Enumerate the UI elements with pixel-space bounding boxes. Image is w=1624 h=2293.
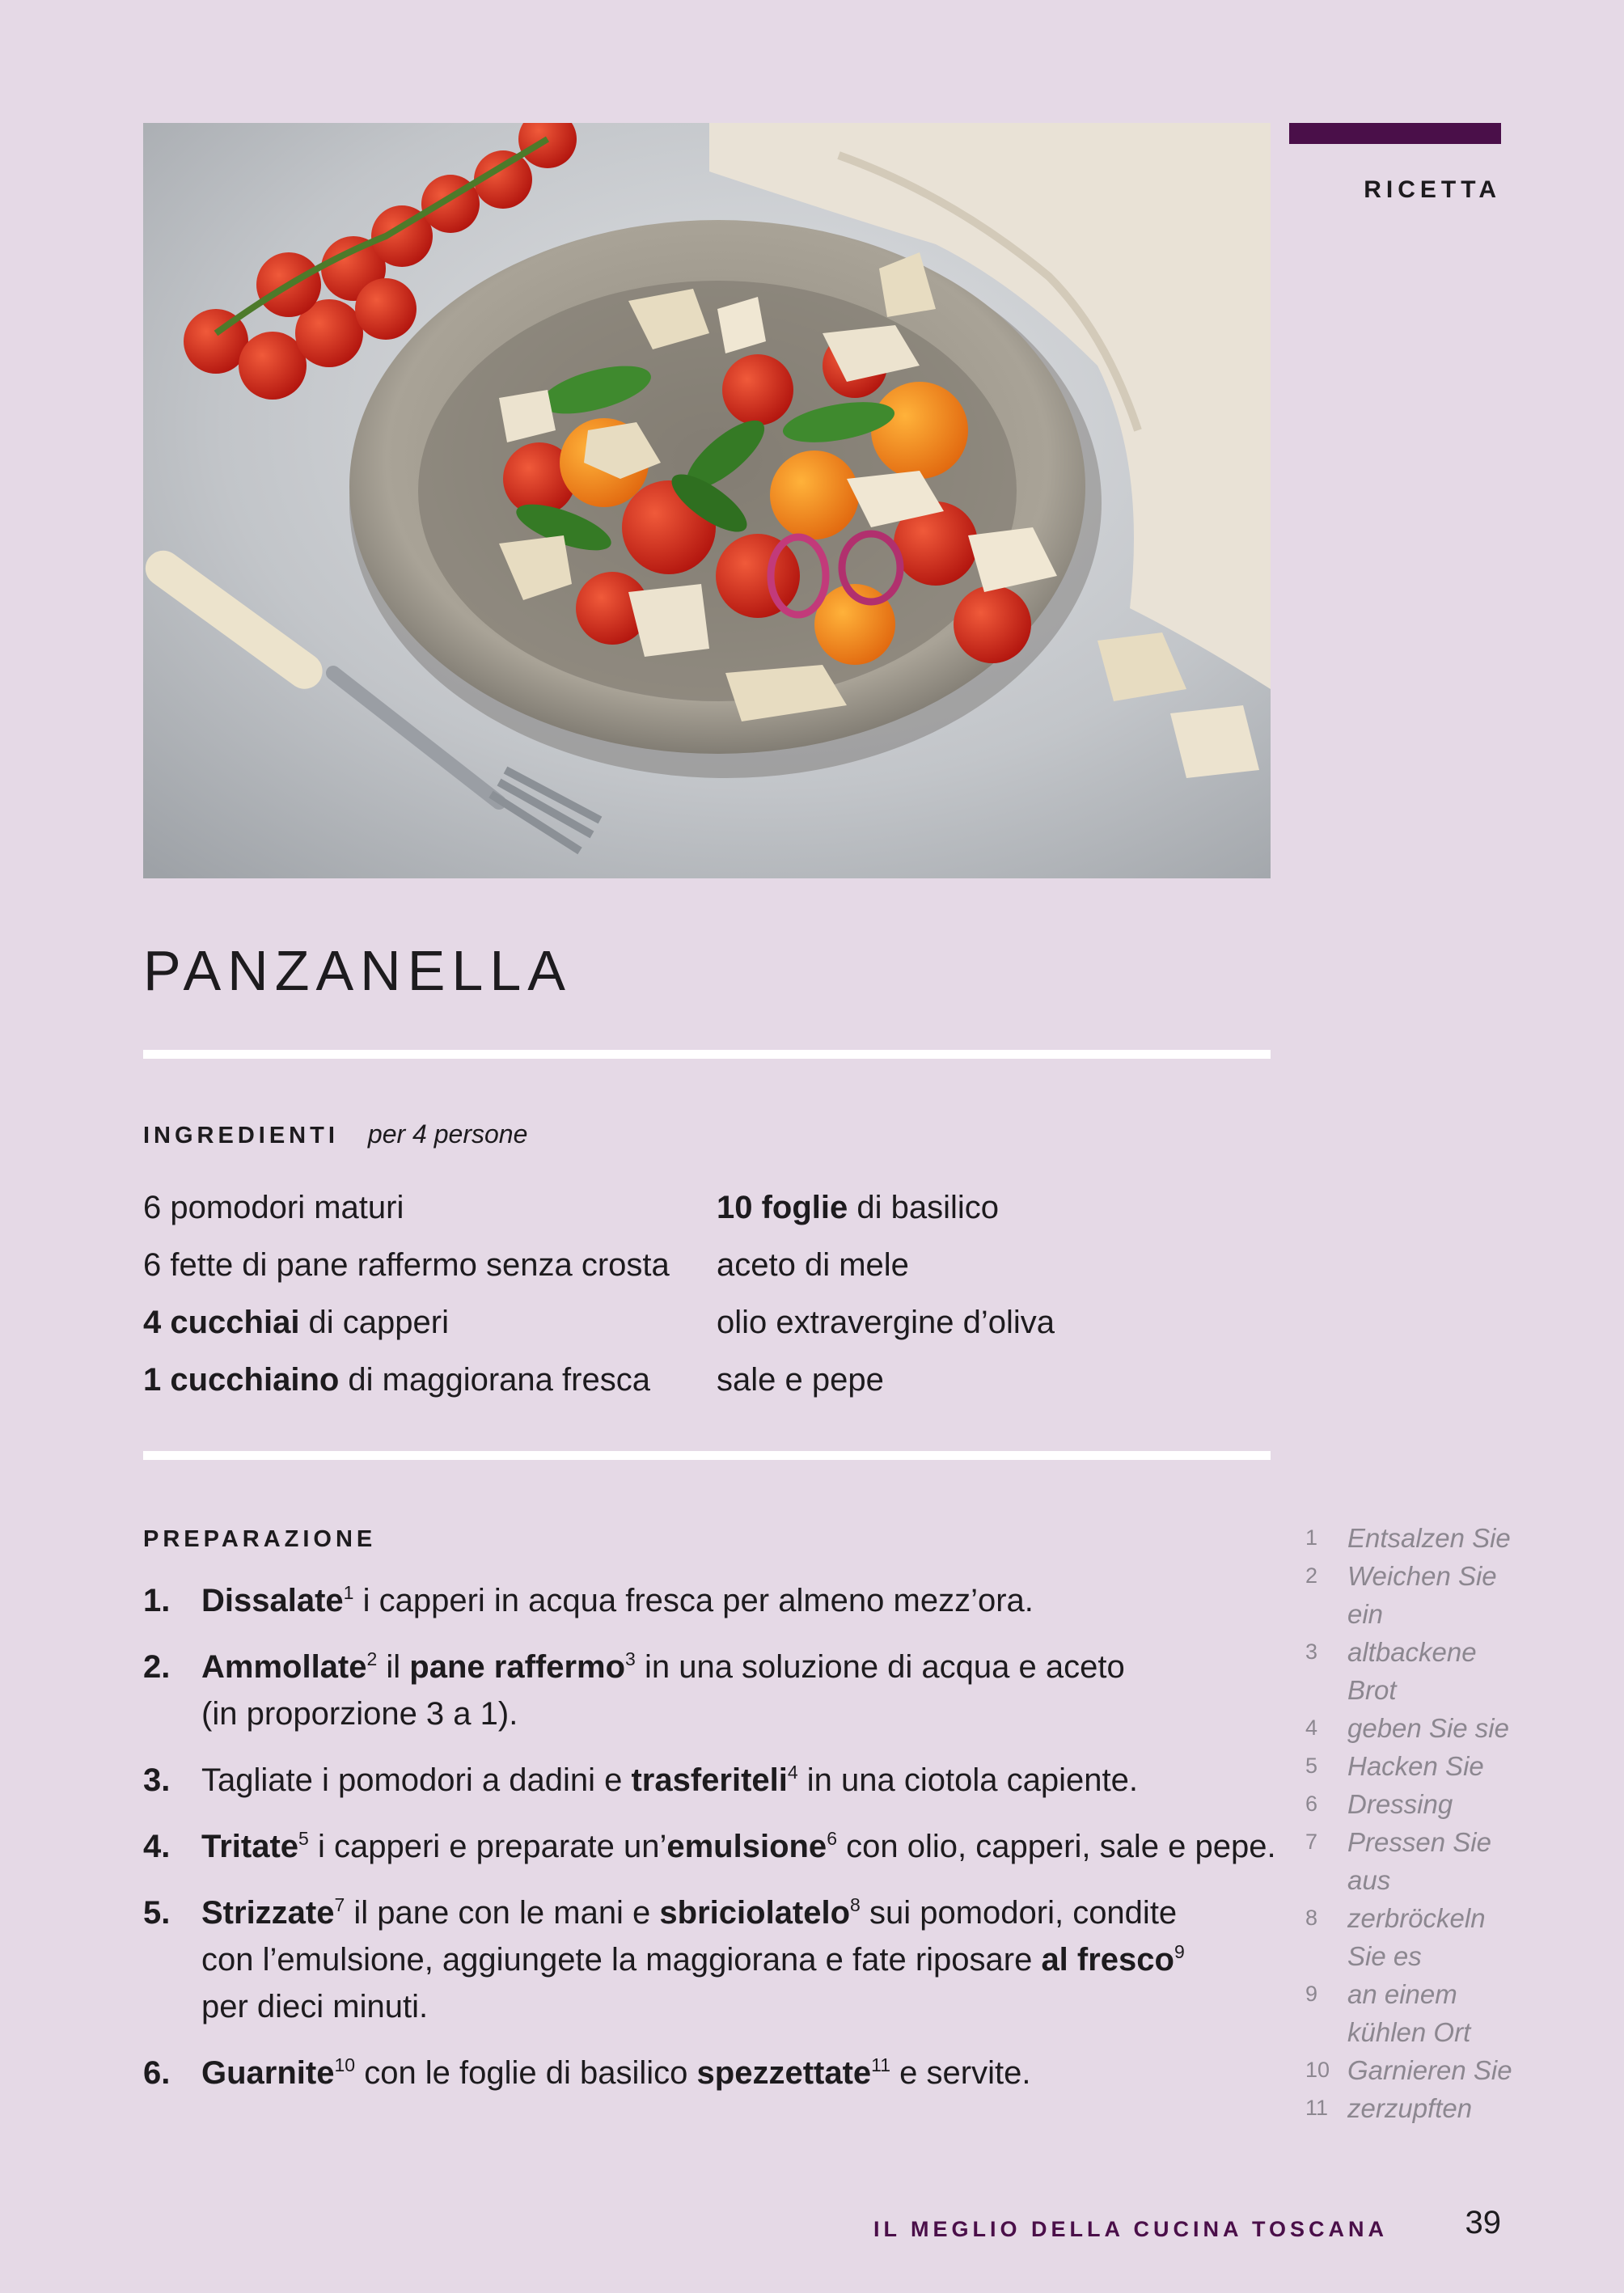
ingredient-item <box>143 1179 670 1237</box>
ingredient-item <box>717 1179 1055 1237</box>
divider <box>143 1050 1271 1059</box>
recipe-photo <box>143 123 1271 878</box>
glossary-number: 5 <box>1305 1754 1318 1778</box>
serving-size: per 4 persone <box>367 1119 528 1149</box>
ingredient-item <box>143 1237 670 1294</box>
step-fragment: con l’emulsione, aggiungete la maggiorana e fate riposare <box>201 1942 1042 1978</box>
footnote-ref: 11 <box>871 2054 891 2075</box>
step-number: 1. <box>143 1583 171 1618</box>
step-keyword: emulsione <box>666 1829 827 1864</box>
glossary-item <box>1305 1975 1517 2051</box>
step-fragment: il pane con le mani e <box>345 1895 660 1931</box>
footnote-ref: 4 <box>787 1762 798 1783</box>
step-keyword: sbriciolatelo <box>659 1895 851 1931</box>
glossary-item <box>1305 1747 1517 1785</box>
glossary-item <box>1305 2089 1517 2127</box>
ingredient-item <box>717 1237 1055 1294</box>
ingredient-item <box>717 1294 1055 1352</box>
step-number: 4. <box>143 1829 171 1864</box>
glossary-item <box>1305 1557 1517 1633</box>
section-label: RICETTA <box>1364 176 1501 203</box>
glossary-number: 7 <box>1305 1830 1318 1854</box>
glossary-item <box>1305 1633 1517 1709</box>
accent-bar <box>1289 123 1501 144</box>
ingredients-list-right <box>717 1179 1055 1409</box>
step-item <box>143 1644 1292 1737</box>
footnote-ref: 5 <box>298 1828 309 1849</box>
step-verb: Guarnite <box>201 2055 335 2091</box>
book-title: IL MEGLIO DELLA CUCINA TOSCANA <box>873 2217 1388 2241</box>
ingredient-text: fette di pane raffermo senza crosta <box>161 1247 670 1283</box>
step-text <box>201 2050 1030 2096</box>
step-fragment: sui pomodori, condite <box>860 1895 1178 1931</box>
page-number: 39 <box>1465 2205 1501 2240</box>
step-fragment: in una soluzione di acqua e aceto <box>635 1649 1125 1685</box>
step-item <box>143 1577 1292 1624</box>
glossary-term: zerbröckeln Sie es <box>1347 1903 1486 1971</box>
step-verb: Dissalate <box>201 1583 344 1618</box>
ingredient-qty: 6 <box>143 1247 162 1283</box>
step-text <box>201 1644 1125 1737</box>
step-fragment: con olio, capperi, sale e pepe. <box>836 1829 1276 1864</box>
panzanella-illustration <box>143 123 1271 878</box>
divider <box>143 1451 1271 1460</box>
footnote-ref: 6 <box>827 1828 837 1849</box>
glossary-term: altbackene Brot <box>1347 1637 1477 1705</box>
step-verb: Ammollate <box>201 1649 367 1685</box>
footnote-ref: 1 <box>343 1582 354 1603</box>
ingredient-text: di basilico <box>848 1190 1000 1225</box>
ingredients-header <box>143 1119 527 1149</box>
step-number: 6. <box>143 2055 171 2091</box>
glossary-term: Entsalzen Sie <box>1347 1523 1511 1553</box>
step-text <box>201 1823 1276 1870</box>
ingredient-item <box>143 1294 670 1352</box>
glossary-number: 2 <box>1305 1563 1318 1588</box>
step-number: 3. <box>143 1762 171 1798</box>
footnote-ref: 7 <box>334 1894 345 1915</box>
step-text <box>201 1757 1138 1804</box>
preparation-label: PREPARAZIONE <box>143 1526 377 1552</box>
step-number: 2. <box>143 1649 171 1685</box>
ingredient-text: sale e pepe <box>717 1362 884 1398</box>
ingredient-qty: 10 foglie <box>717 1190 848 1225</box>
step-text <box>201 1889 1185 2030</box>
glossary-number: 10 <box>1305 2058 1330 2082</box>
glossary-term: zerzupften <box>1347 2093 1473 2123</box>
step-keyword: trasferiteli <box>631 1762 788 1798</box>
step-fragment: (in proporzione 3 a 1). <box>201 1696 518 1732</box>
glossary-item <box>1305 2051 1517 2089</box>
step-verb: Tritate <box>201 1829 299 1864</box>
ingredients-label: INGREDIENTI <box>143 1123 339 1149</box>
ingredient-text: olio extravergine d’oliva <box>717 1305 1055 1340</box>
ingredients-list-left <box>143 1179 670 1409</box>
ingredient-item <box>717 1352 1055 1409</box>
ingredient-qty: 1 cucchiaino <box>143 1362 340 1398</box>
footnote-ref: 10 <box>334 2054 356 2075</box>
ingredient-item <box>143 1352 670 1409</box>
footnote-ref: 8 <box>850 1894 861 1915</box>
step-fragment: i capperi e preparate un’ <box>308 1829 667 1864</box>
preparation-steps <box>143 1577 1292 2116</box>
step-item <box>143 1757 1292 1804</box>
footnote-ref: 3 <box>625 1648 636 1669</box>
step-fragment: il <box>377 1649 410 1685</box>
step-fragment: con le foglie di basilico <box>355 2055 697 2091</box>
glossary-term: Weichen Sie ein <box>1347 1561 1497 1629</box>
glossary-term: geben Sie sie <box>1347 1713 1509 1743</box>
glossary-term: Pressen Sie aus <box>1347 1827 1491 1895</box>
glossary-item <box>1305 1823 1517 1899</box>
ingredient-text: di capperi <box>299 1305 449 1340</box>
glossary-number: 3 <box>1305 1639 1318 1664</box>
step-fragment: Tagliate i pomodori a dadini e <box>201 1762 632 1798</box>
glossary-term: Dressing <box>1347 1789 1453 1819</box>
step-number: 5. <box>143 1895 171 1931</box>
step-fragment: per dieci minuti. <box>201 1989 429 2024</box>
step-keyword: pane raffermo <box>409 1649 626 1685</box>
ingredient-text: aceto di mele <box>717 1247 909 1283</box>
step-fragment: in una ciotola capiente. <box>797 1762 1138 1798</box>
step-item <box>143 1823 1292 1870</box>
glossary-number: 8 <box>1305 1906 1318 1930</box>
glossary-number: 6 <box>1305 1792 1318 1816</box>
glossary-number: 9 <box>1305 1982 1318 2006</box>
ingredient-text: pomodori maturi <box>161 1190 404 1225</box>
glossary-item <box>1305 1899 1517 1975</box>
footnote-ref: 2 <box>366 1648 378 1669</box>
glossary-item <box>1305 1709 1517 1747</box>
recipe-title: PANZANELLA <box>143 939 572 1002</box>
glossary-term: Hacken Sie <box>1347 1751 1484 1781</box>
step-verb: Strizzate <box>201 1895 335 1931</box>
step-fragment: i capperi in acqua fresca per almeno mezz’ora. <box>353 1583 1034 1618</box>
glossary <box>1305 1519 1517 2127</box>
step-keyword: spezzettate <box>696 2055 872 2091</box>
glossary-term: Garnieren Sie <box>1347 2055 1512 2085</box>
footnote-ref: 9 <box>1174 1941 1185 1962</box>
glossary-term: an einem kühlen Ort <box>1347 1979 1471 2047</box>
ingredient-text: di maggiorana fresca <box>339 1362 650 1398</box>
step-fragment: e servite. <box>890 2055 1031 2091</box>
glossary-item <box>1305 1785 1517 1823</box>
glossary-item <box>1305 1519 1517 1557</box>
ingredient-qty: 6 <box>143 1190 162 1225</box>
step-item <box>143 2050 1292 2096</box>
step-text <box>201 1577 1034 1624</box>
glossary-number: 4 <box>1305 1716 1318 1740</box>
step-item <box>143 1889 1292 2030</box>
step-keyword: al fresco <box>1041 1942 1174 1978</box>
glossary-number: 1 <box>1305 1525 1318 1550</box>
glossary-number: 11 <box>1305 2096 1329 2120</box>
ingredient-qty: 4 cucchiai <box>143 1305 300 1340</box>
